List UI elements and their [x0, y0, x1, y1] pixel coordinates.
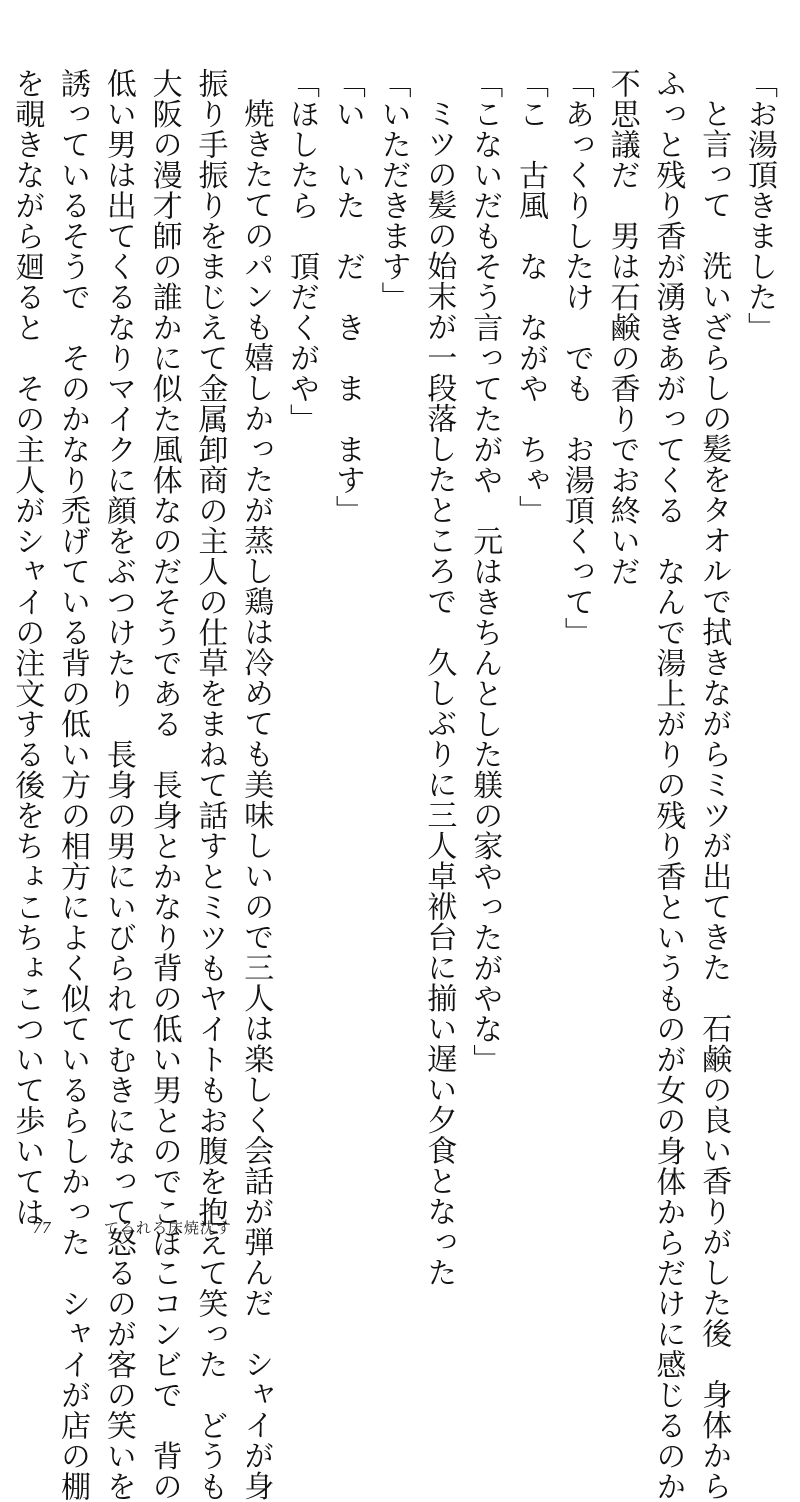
page-number: 77 — [32, 1219, 52, 1237]
text-line: 「こないだもそう言ってたがや 元はきちんとした躾の家やったがやな」 — [467, 68, 503, 1075]
text-line: 不思議だ 男は石鹸の香りでお終いだ — [604, 68, 640, 587]
page-footer — [32, 1218, 232, 1238]
text-line: 大阪の漫才師の誰かに似た風体なのだそうである 長身とかなり背の低い男とのでこぼこコンビで 背の — [146, 68, 182, 1502]
text-line: と言って 洗いざらしの髪をタオルで拭きながらミツが出てきた 石鹸の良い香りがした後 身体から — [696, 98, 732, 1501]
text-line: 低い男は出てくるなりマイクに顔をぶつけたり 長身の男にいびられてむきになって怒るのが客の笑いを — [100, 68, 136, 1502]
text-line: 振り手振りをまじえて金属卸商の主人の仕草をまねて話すとミツもヤイトもお腹を抱えて笑った どうも — [192, 68, 228, 1502]
text-line: 誘っているそうで そのかなり禿げている背の低い方の相方によく似ているらしかった シャイが店の棚 — [55, 68, 91, 1502]
text-line: ミツの髪の始末が一段落したところで 久しぶりに三人卓袱台に揃い遅い夕食となった — [421, 98, 457, 1288]
text-line: 「い いた だ き ま ます」 — [329, 68, 365, 526]
text-line: 「こ 古風 な ながや ちゃ」 — [513, 68, 549, 526]
text-line: 焼きたてのパンも嬉しかったが蒸し鶏は冷めても美味しいので三人は楽しく会話が弾んだ シャイが身 — [238, 98, 274, 1501]
text-line: 「お湯頂きました」 — [742, 68, 777, 343]
book-title: てろれろ床焼沈す — [103, 1219, 232, 1237]
text-line: ふっと残り香が湧きあがってくる なんで湯上がりの残り香というものが女の身体からだけに感じるのか — [650, 68, 686, 1502]
text-line: を覗きながら廻ると その主人がシャイの注文する後をちょこちょこついて歩いては — [9, 68, 45, 1227]
text-line: 「あっくりしたけ でも お湯頂くって」 — [558, 68, 594, 648]
text-line: 「ほしたら 頂だくがや」 — [284, 68, 320, 434]
text-line: 「いただきます」 — [375, 68, 411, 312]
